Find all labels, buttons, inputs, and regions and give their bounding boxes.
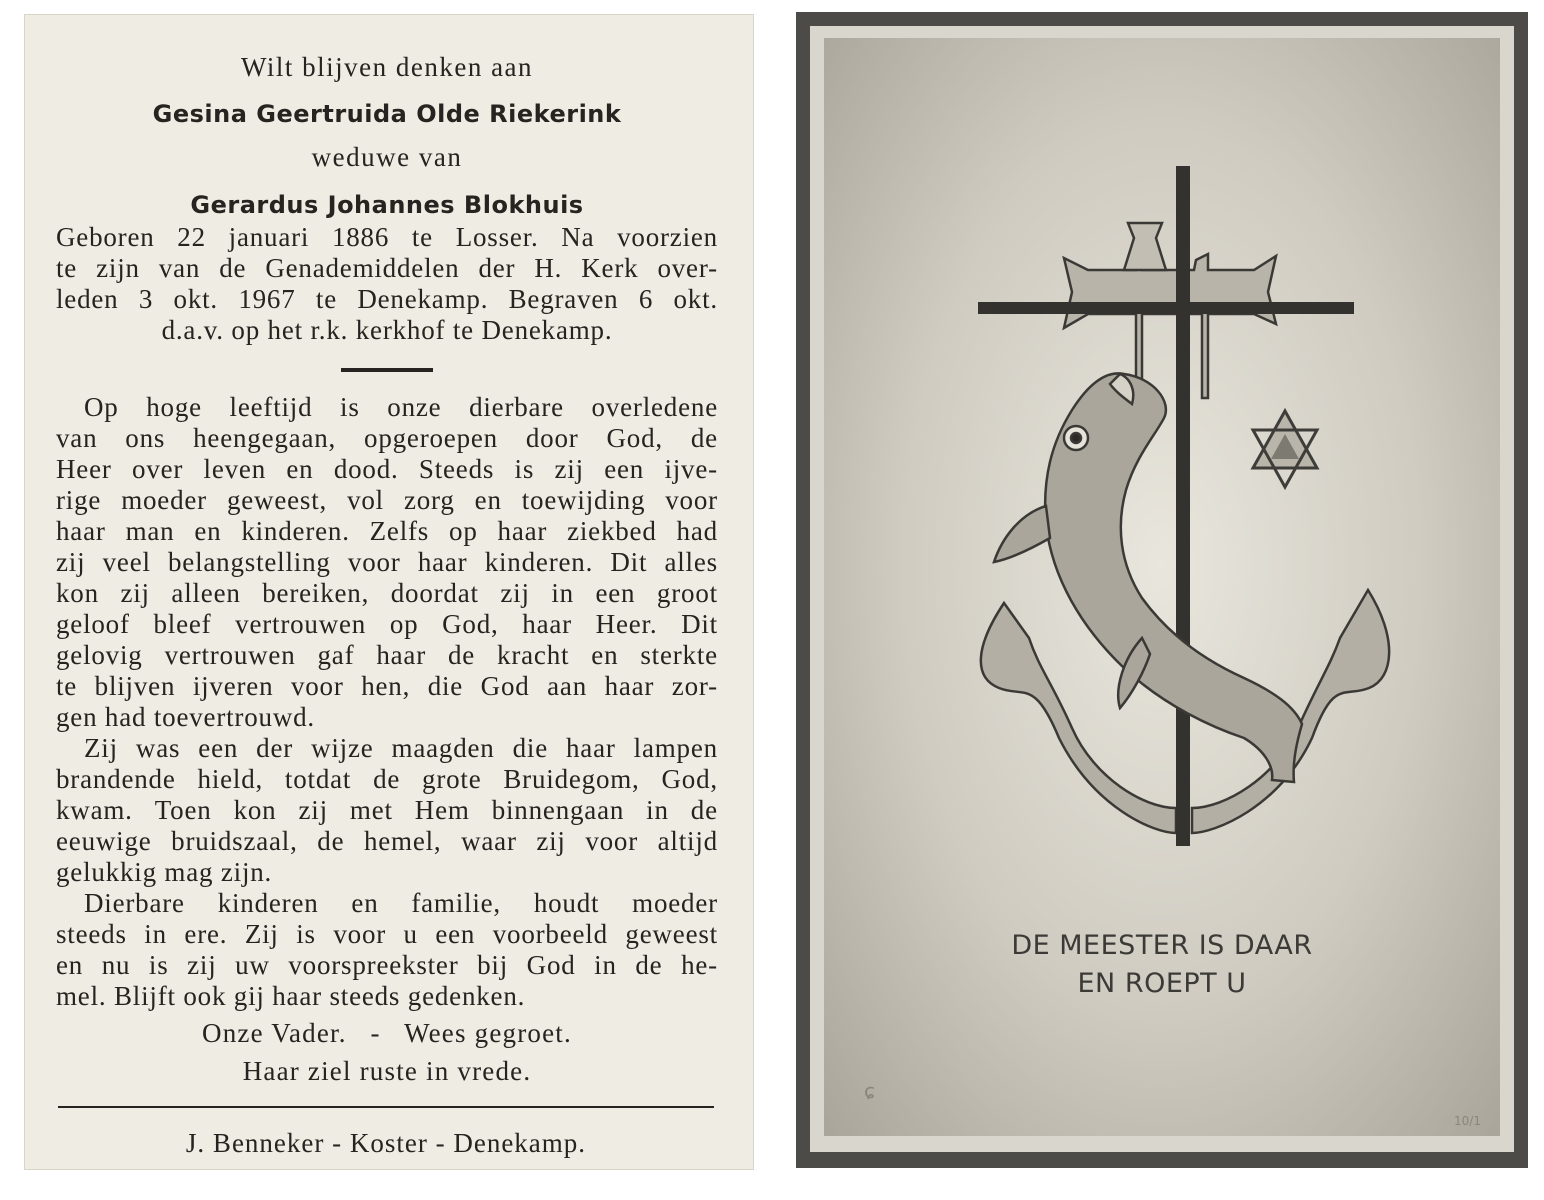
paragraph-line: gen had toevertrouwd. [56, 702, 315, 732]
paragraph-1 [56, 392, 718, 733]
biography-line: te zijn van de Genademiddelen der H. Kerk over- [56, 253, 718, 283]
paragraph-line: gelukkig mag zijn. [56, 857, 273, 887]
paragraph-line: Op hoge leeftijd is onze dierbare overledene [84, 392, 718, 422]
paragraph-line: eeuwige bruidszaal, de hemel, waar zij voor altijd [56, 826, 718, 856]
prayers-line: Onze Vader. - Wees gegroet. [202, 1018, 572, 1048]
paragraph-line: van ons heengegaan, opgeroepen door God, de [56, 423, 718, 453]
star-of-david-icon [1253, 411, 1317, 487]
rest-in-peace-line: Haar ziel ruste in vrede. [242, 1056, 532, 1086]
signature-mark: ɕ [864, 1079, 875, 1103]
paragraph-line: haar man en kinderen. Zelfs op haar ziekbed had [56, 516, 718, 546]
paragraph-2 [56, 733, 718, 888]
paragraph-line: mel. Blijft ook gij haar steeds gedenken. [56, 981, 526, 1011]
printer-credit: J. Benneker - Koster - Denekamp. [185, 1128, 587, 1158]
motto-line-1: DE MEESTER IS DAAR [1011, 930, 1313, 961]
paragraph-line: rige moeder geweest, vol zorg en toewijding voor [56, 485, 718, 515]
intro-line: Wilt blijven denken aan [240, 52, 534, 82]
corner-mark: 10/1 [1454, 1114, 1481, 1128]
paragraph-line: kon zij alleen bereiken, doordat zij in een groot [56, 578, 718, 608]
image-frame [810, 26, 1514, 1152]
paragraph-line: gelovig vertrouwen gaf haar de kracht en sterkte [56, 640, 718, 670]
deceased-name: Gesina Geertruida Olde Riekerink [152, 100, 622, 128]
spouse-name: Gerardus Johannes Blokhuis [190, 191, 584, 219]
paragraph-line: Dierbare kinderen en familie, houdt moeder [84, 888, 718, 918]
illustration-panel [824, 38, 1500, 1136]
paragraph-line: kwam. Toen kon zij met Hem binnengaan in de [56, 795, 718, 825]
prayer-card-image-side [796, 12, 1528, 1168]
paragraph-line: zij veel belangstelling voor haar kinderen. Dit alles [56, 547, 718, 577]
prayer-card-text-side [24, 14, 754, 1170]
biography-line: leden 3 okt. 1967 te Denekamp. Begraven 6 okt. [56, 284, 718, 314]
paragraph-line: brandende hield, totdat de grote Bruidegom, God, [56, 764, 718, 794]
paragraph-line: Heer over leven en dood. Steeds is zij een ijve- [56, 454, 718, 484]
paragraph-line: te blijven ijveren voor hen, die God aan haar zor- [56, 671, 718, 701]
relation-line: weduwe van [311, 142, 463, 172]
motto-line-2: EN ROEPT U [1077, 968, 1247, 999]
memorial-text [56, 50, 718, 1090]
anchor-crossbar [978, 302, 1354, 314]
biography-line: Geboren 22 januari 1886 te Losser. Na voorzien [56, 222, 718, 252]
biography-block [56, 222, 718, 346]
anchor-shaft [1176, 166, 1190, 846]
divider-rule [341, 368, 433, 372]
paragraph-line: Zij was een der wijze maagden die haar lampen [84, 733, 718, 763]
paragraph-line: steeds in ere. Zij is voor u een voorbeeld geweest [56, 919, 718, 949]
biography-line: d.a.v. op het r.k. kerkhof te Denekamp. [161, 315, 613, 345]
paragraph-3 [56, 888, 718, 1012]
paragraph-line: geloof bleef vertrouwen op God, haar Heer. Dit [56, 609, 718, 639]
paragraph-line: en nu is zij uw voorspreekster bij God in de he- [56, 950, 718, 980]
bottom-divider [58, 1106, 714, 1108]
